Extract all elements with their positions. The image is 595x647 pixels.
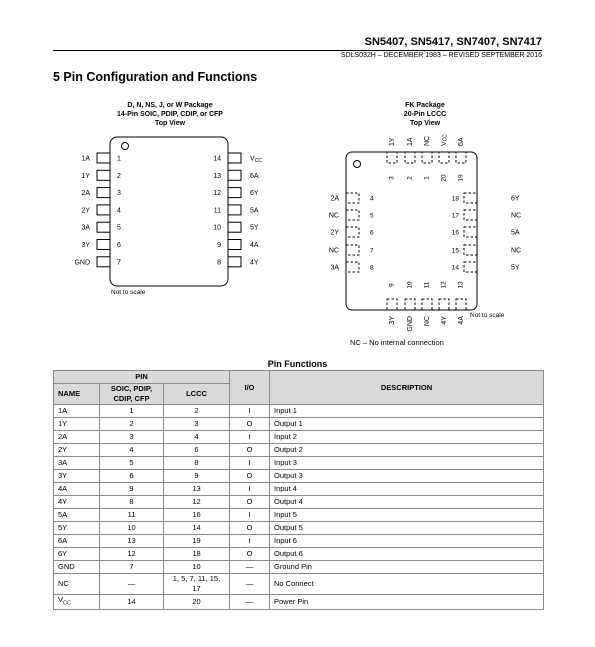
lccc-pin-number: 12 [440,281,448,289]
lccc-pin-number: 8 [370,264,374,272]
lccc-pin-name: 3A [330,264,339,272]
table-cell-soic: 4 [100,444,164,457]
description-header: DESCRIPTION [270,371,544,405]
lccc-pad [346,210,359,220]
lccc-pin-name: NC [423,316,431,327]
table-cell-soic: 7 [100,561,164,574]
lccc-pin-number: 17 [451,212,459,220]
dip-pin-lead [228,153,241,163]
dip-pin-number: 11 [213,207,221,215]
table-cell-desc: Output 3 [270,470,544,483]
dip-pin-lead [228,188,241,198]
table-cell-io: O [230,522,270,535]
section-title: 5 Pin Configuration and Functions [53,70,258,84]
lccc-not-to-scale: Not to scale [470,312,505,319]
table-cell-soic: 3 [100,431,164,444]
lccc-pin-name: 2Y [330,229,339,237]
dip-pin-number: 7 [117,259,121,267]
table-row [54,509,544,522]
right-caption-line: 20-Pin LCCC [403,111,447,118]
table-row [54,405,544,418]
table-cell-soic: 9 [100,483,164,496]
dip-pin-name: 5Y [250,224,259,232]
lccc-package-drawing [329,134,521,332]
lccc-pad [346,227,359,237]
io-header: I/O [230,371,270,405]
lccc-pin-number: 11 [423,281,431,289]
lccc-pin-number: 3 [388,176,396,180]
table-cell-desc: Input 4 [270,483,544,496]
table-cell-name: 5A [54,509,100,522]
lccc-pad [464,262,477,272]
dip-pin-number: 4 [117,207,121,215]
lccc-pin-name: NC [423,135,431,146]
table-cell-desc: Input 1 [270,405,544,418]
table-cell-io: — [230,595,270,610]
table-cell-soic: 5 [100,457,164,470]
table-cell-desc: Output 6 [270,548,544,561]
table-cell-desc: Power Pin [270,595,544,610]
table-cell-soic: 2 [100,418,164,431]
pin1-marker [122,143,129,150]
dip-pin-lead [97,240,110,250]
table-cell-desc: Output 5 [270,522,544,535]
lccc-pin-name: 6A [457,137,465,146]
dip-pin-number: 14 [213,155,221,163]
lccc-pad [439,152,449,163]
table-row [54,470,544,483]
lccc-pin-number: 1 [423,176,431,180]
dip-pin-name: 1A [81,155,90,163]
lccc-pad [456,152,466,163]
dip-pin-name: 3A [81,224,90,232]
table-cell-name: 2Y [54,444,100,457]
dip-package-drawing [74,137,262,286]
table-row [54,483,544,496]
table-cell-soic: 11 [100,509,164,522]
lccc-pad [387,299,397,310]
table-cell-io: O [230,418,270,431]
lccc-pin-number: 16 [451,229,459,237]
table-cell-lccc: 6 [164,444,230,457]
table-cell-lccc: 18 [164,548,230,561]
table-cell-lccc: 4 [164,431,230,444]
lccc-pin-number: 2 [406,176,414,180]
dip-pin-lead [97,170,110,180]
dip-pin-name: 6A [250,172,259,180]
dip-pin-lead [228,257,241,267]
dip-pin-number: 10 [213,224,221,232]
table-row [54,535,544,548]
lccc-pin-number: 15 [451,247,459,255]
table-cell-name: 1Y [54,418,100,431]
dip-pin-number: 3 [117,190,121,198]
table-cell-desc: Output 1 [270,418,544,431]
dip-pin-number: 13 [213,172,221,180]
table-cell-desc: Output 4 [270,496,544,509]
table-header-row [54,371,544,384]
lccc-pin-name: 4A [457,316,465,325]
table-cell-soic: — [100,574,164,595]
lccc-pad [464,245,477,255]
table-cell-lccc: 16 [164,509,230,522]
table-cell-lccc: 14 [164,522,230,535]
dip-pin-name: 5A [250,207,259,215]
lccc-pin-number: 10 [406,281,414,289]
table-cell-soic: 1 [100,405,164,418]
table-cell-io: I [230,509,270,522]
table-cell-io: I [230,431,270,444]
dip-pin-name: 6Y [250,190,259,198]
dip-pin-lead [228,222,241,232]
right-caption-line: FK Package [405,102,445,109]
lccc-pin-name: NC [511,212,522,220]
dip-body [110,137,228,286]
table-cell-name: 3A [54,457,100,470]
dip-pin-number: 2 [117,172,121,180]
lccc-pin-name: NC [511,247,522,255]
document-title: SN5407, SN5417, SN7407, SN7417 [364,36,542,48]
table-cell-io: I [230,457,270,470]
table-cell-desc: Ground Pin [270,561,544,574]
lccc-pad [405,299,415,310]
table-cell-desc: Input 3 [270,457,544,470]
dip-pin-number: 1 [117,155,121,163]
dip-pin-number: 9 [217,242,221,249]
lccc-pin-number: 5 [370,212,374,220]
table-cell-lccc: 19 [164,535,230,548]
table-cell-io: I [230,535,270,548]
lccc-pin-name: GND [406,316,414,332]
lccc-pin-number: 19 [457,174,465,182]
table-row [54,496,544,509]
lccc-pad [387,152,397,163]
dip-pin-lead [97,153,110,163]
table-cell-io: I [230,483,270,496]
dip-pin-lead [228,170,241,180]
lccc-pin-number: 7 [370,247,374,255]
nc-footnote: NC – No internal connection [350,338,444,347]
table-cell-name: 4Y [54,496,100,509]
table-cell-name: 3Y [54,470,100,483]
dip-pin-name: 3Y [81,242,90,249]
table-cell-lccc: 8 [164,457,230,470]
dip-pin-name: 2A [81,190,90,198]
name-header: NAME [54,384,100,405]
table-row [54,561,544,574]
table-cell-soic: 12 [100,548,164,561]
table-cell-io: O [230,444,270,457]
lccc-pin-name: 1A [406,137,414,146]
dip-pin-name: 2Y [81,207,90,215]
table-body [54,405,544,610]
table-cell-name: 6A [54,535,100,548]
table-row [54,444,544,457]
lccc-pin-name: 1Y [388,137,396,146]
lccc-pin-name: 6Y [511,195,520,203]
table-row [54,574,544,595]
right-caption-line: Top View [409,120,441,127]
pin-group-header: PIN [54,371,230,384]
pin-functions-table [53,370,544,610]
table-cell-soic: 8 [100,496,164,509]
dip-pin-lead [97,222,110,232]
table-cell-desc: Output 2 [270,444,544,457]
dip-not-to-scale: Not to scale [111,289,146,296]
lccc-pad [464,193,477,203]
lccc-pad [439,299,449,310]
lccc-pin-name: 2A [330,195,339,203]
table-cell-soic: 10 [100,522,164,535]
lccc-header: LCCC [164,384,230,405]
table-cell-name: 2A [54,431,100,444]
lccc-pin-name: 3Y [388,316,396,325]
document-revision: SDLS032H – DECEMBER 1983 – REVISED SEPTEMBER 2016 [340,52,542,59]
dip-pin-name: 4Y [250,259,259,267]
table-cell-io: I [230,405,270,418]
lccc-pad [346,193,359,203]
table-cell-desc: Input 2 [270,431,544,444]
dip-pin-number: 8 [217,259,221,267]
dip-pin-lead [228,240,241,250]
table-cell-io: — [230,574,270,595]
table-cell-name: GND [54,561,100,574]
lccc-pin-name: 5Y [511,264,520,272]
table-cell-lccc: 12 [164,496,230,509]
table-title: Pin Functions [267,359,328,369]
table-cell-name: 1A [54,405,100,418]
table-cell-io: O [230,470,270,483]
lccc-pin-name: $V_{CC}$ [440,134,449,146]
lccc-pad [346,245,359,255]
table-cell-io: — [230,561,270,574]
dip-pin-number: 6 [117,242,121,249]
table-cell-desc: No Connect [270,574,544,595]
lccc-pin-number: 13 [457,281,465,289]
table-cell-lccc: 1, 5, 7, 11, 15, 17 [164,574,230,595]
table-cell-lccc: 10 [164,561,230,574]
table-row [54,522,544,535]
table-cell-soic: 14 [100,595,164,610]
table-cell-name: $V_{CC}$ [54,595,100,610]
lccc-pad [464,210,477,220]
lccc-pin-number: 20 [440,174,448,182]
lccc-pin-number: 9 [388,283,396,287]
table-cell-name: 4A [54,483,100,496]
dip-pin-name: $V_{CC}$ [250,155,262,164]
lccc-pad [464,227,477,237]
table-row [54,595,544,610]
lccc-pin-name: NC [328,212,339,220]
lccc-pad [422,299,432,310]
table-cell-name: 5Y [54,522,100,535]
lccc-pin-name: NC [328,247,339,255]
lccc-pin-number: 6 [370,229,374,237]
table-cell-io: O [230,548,270,561]
table-cell-lccc: 9 [164,470,230,483]
lccc-pin-name: 4Y [440,316,448,325]
soic-header: SOIC, PDIP, CDIP, CFP [100,384,164,405]
lccc-pin-number: 18 [451,195,459,203]
table-cell-lccc: 20 [164,595,230,610]
left-caption-line: D, N, NS, J, or W Package [127,102,213,109]
dip-pin-number: 5 [117,224,121,232]
dip-pin-name: GND [74,259,90,267]
dip-pin-name: 4A [250,242,259,249]
table-cell-desc: Input 6 [270,535,544,548]
lccc-pin-number: 14 [451,264,459,272]
lccc-pad [456,299,466,310]
lccc-pin-number: 4 [370,195,374,203]
table-row [54,548,544,561]
table-row [54,431,544,444]
dip-pin-name: 1Y [81,172,90,180]
table-cell-name: 6Y [54,548,100,561]
lccc-pin-name: 5A [511,229,520,237]
table-cell-soic: 13 [100,535,164,548]
left-caption-line: Top View [154,120,186,127]
dip-pin-lead [97,188,110,198]
lccc-pad [346,262,359,272]
table-cell-lccc: 13 [164,483,230,496]
lccc-pad [405,152,415,163]
pin1-marker [354,161,361,168]
table-cell-soic: 6 [100,470,164,483]
dip-pin-lead [97,205,110,215]
table-cell-lccc: 3 [164,418,230,431]
table-cell-name: NC [54,574,100,595]
table-cell-lccc: 2 [164,405,230,418]
table-cell-desc: Input 5 [270,509,544,522]
table-row [54,457,544,470]
table-cell-io: O [230,496,270,509]
table-row [54,418,544,431]
left-caption-line: 14-Pin SOIC, PDIP, CDIP, or CFP [117,111,223,118]
dip-pin-lead [97,257,110,267]
dip-pin-number: 12 [213,190,221,198]
dip-pin-lead [228,205,241,215]
lccc-pad [422,152,432,163]
